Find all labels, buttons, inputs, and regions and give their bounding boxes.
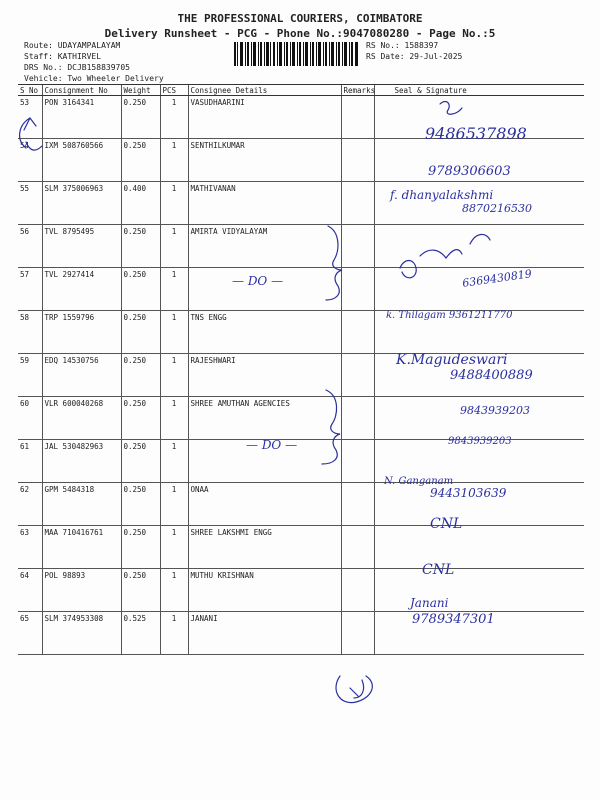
- row-sno: 54: [18, 139, 42, 182]
- row-weight: 0.250: [121, 354, 160, 397]
- col-signature: Seal & Signature: [374, 85, 584, 96]
- row64-handwritten-mark: CNL: [422, 562, 455, 578]
- row58-handwritten-signature: k. Thilagam 9361211770: [386, 310, 513, 321]
- row-pcs: 1: [160, 139, 188, 182]
- row-pcs: 1: [160, 612, 188, 655]
- row-consignee: JANANI: [188, 612, 341, 655]
- row-consignment-no: PON 3164341: [42, 96, 121, 139]
- row-consignee: SHREE LAKSHMI ENGG: [188, 526, 341, 569]
- row-pcs: 1: [160, 268, 188, 311]
- row-weight: 0.250: [121, 483, 160, 526]
- row-pcs: 1: [160, 397, 188, 440]
- row59-handwritten-signature: K.Magudeswari: [396, 352, 508, 368]
- row-weight: 0.400: [121, 182, 160, 225]
- runsheet-title: Delivery Runsheet - PCG - Phone No.:9047080280 - Page No.:5: [104, 27, 496, 40]
- row-weight: 0.250: [121, 311, 160, 354]
- row-weight: 0.250: [121, 139, 160, 182]
- row61-ditto-mark: — DO —: [246, 438, 298, 452]
- row59-handwritten-phone: 9488400889: [450, 368, 533, 383]
- row-consignment-no: TVL 8795495: [42, 225, 121, 268]
- row-weight: 0.250: [121, 569, 160, 612]
- row-pcs: 1: [160, 182, 188, 225]
- col-consignee: Consignee Details: [188, 85, 341, 96]
- check-mark-54: [26, 142, 42, 150]
- row61-handwritten-phone: 9843939203: [448, 436, 512, 447]
- row65-handwritten-name: Janani: [410, 596, 449, 610]
- row-consignee: SENTHILKUMAR: [188, 139, 341, 182]
- row-sno: 61: [18, 440, 42, 483]
- row-sno: 56: [18, 225, 42, 268]
- row-pcs: 1: [160, 569, 188, 612]
- rs-date: RS Date: 29-Jul-2025: [366, 52, 463, 61]
- route-line: Route: UDAYAMPALAYAM: [24, 41, 121, 50]
- row-sno: 60: [18, 397, 42, 440]
- row-pcs: 1: [160, 354, 188, 397]
- row60-handwritten-phone: 9843939203: [460, 404, 530, 417]
- row-consignee: RAJESHWARI: [188, 354, 341, 397]
- row-weight: 0.525: [121, 612, 160, 655]
- brace-mark-60-61: [322, 390, 340, 464]
- row-sno: 53: [18, 96, 42, 139]
- row-consignee: ONAA: [188, 483, 341, 526]
- row-consignment-no: TRP 1559796: [42, 311, 121, 354]
- row-pcs: 1: [160, 311, 188, 354]
- row57-handwritten-phone: 6369430819: [461, 267, 533, 290]
- row-sno: 65: [18, 612, 42, 655]
- staff-line: Staff: KATHIRVEL: [24, 52, 102, 61]
- rs-number: RS No.: 1588397: [366, 41, 439, 50]
- row-consignment-no: SLM 374953308: [42, 612, 121, 655]
- row-consignment-no: GPM 5484318: [42, 483, 121, 526]
- row-consignment-no: EDQ 14530756: [42, 354, 121, 397]
- row-pcs: 1: [160, 225, 188, 268]
- row54-handwritten-phone: 9789306603: [428, 164, 511, 179]
- col-remarks: Remarks: [341, 85, 374, 96]
- row63-handwritten-mark: CNL: [430, 516, 463, 532]
- row62-handwritten-phone: 9443103639: [430, 486, 507, 500]
- row-consignment-no: VLR 600040268: [42, 397, 121, 440]
- row-pcs: 1: [160, 96, 188, 139]
- col-weight: Weight: [121, 85, 160, 96]
- row-consignee: TNS ENGG: [188, 311, 341, 354]
- vehicle-line: Vehicle: Two Wheeler Delivery: [24, 74, 164, 83]
- row-consignment-no: JAL 530482963: [42, 440, 121, 483]
- row-sno: 63: [18, 526, 42, 569]
- col-pcs: PCS: [160, 85, 188, 96]
- row-pcs: 1: [160, 440, 188, 483]
- row-consignee: SHREE AMUTHAN AGENCIES: [188, 397, 341, 440]
- row-consignee: AMIRTA VIDYALAYAM: [188, 225, 341, 268]
- row57-ditto-mark: — DO —: [232, 274, 284, 288]
- col-sno: S No: [18, 85, 42, 96]
- signature-scribble-56: [400, 234, 490, 277]
- row-sno: 57: [18, 268, 42, 311]
- row-consignment-no: IXM 508760566: [42, 139, 121, 182]
- row-consignment-no: POL 98893: [42, 569, 121, 612]
- row-consignee: VASUDHAARINI: [188, 96, 341, 139]
- row-weight: 0.250: [121, 96, 160, 139]
- company-name: THE PROFESSIONAL COURIERS, COIMBATORE: [177, 12, 423, 25]
- drs-line: DRS No.: DCJB158839705: [24, 63, 130, 72]
- row-weight: 0.250: [121, 268, 160, 311]
- row-consignment-no: MAA 710416761: [42, 526, 121, 569]
- row65-handwritten-phone: 9789347301: [412, 612, 495, 627]
- row-sno: 55: [18, 182, 42, 225]
- row-sno: 59: [18, 354, 42, 397]
- row-sno: 62: [18, 483, 42, 526]
- row-pcs: 1: [160, 483, 188, 526]
- row-weight: 0.250: [121, 397, 160, 440]
- row55-handwritten-phone: 8870216530: [462, 202, 532, 215]
- row62-handwritten-signature: N. Ganganam: [384, 476, 454, 487]
- row-weight: 0.250: [121, 526, 160, 569]
- row-pcs: 1: [160, 526, 188, 569]
- row-consignment-no: SLM 375006963: [42, 182, 121, 225]
- row-consignee: MATHIVANAN: [188, 182, 341, 225]
- row-weight: 0.250: [121, 440, 160, 483]
- row53-handwritten-phone: 9486537898: [425, 124, 527, 143]
- row-sno: 58: [18, 311, 42, 354]
- signature-scribble-53: [440, 102, 462, 115]
- row-sno: 64: [18, 569, 42, 612]
- row-weight: 0.250: [121, 225, 160, 268]
- row-consignee: MUTHU KRISHNAN: [188, 569, 341, 612]
- bottom-stamp-doodle: [336, 676, 372, 703]
- brace-mark-56-57: [326, 226, 342, 300]
- row55-handwritten-name: f. dhanyalakshmi: [390, 188, 494, 202]
- row-consignment-no: TVL 2927414: [42, 268, 121, 311]
- arrow-mark-53: [20, 118, 36, 148]
- col-consignment: Consignment No: [42, 85, 121, 96]
